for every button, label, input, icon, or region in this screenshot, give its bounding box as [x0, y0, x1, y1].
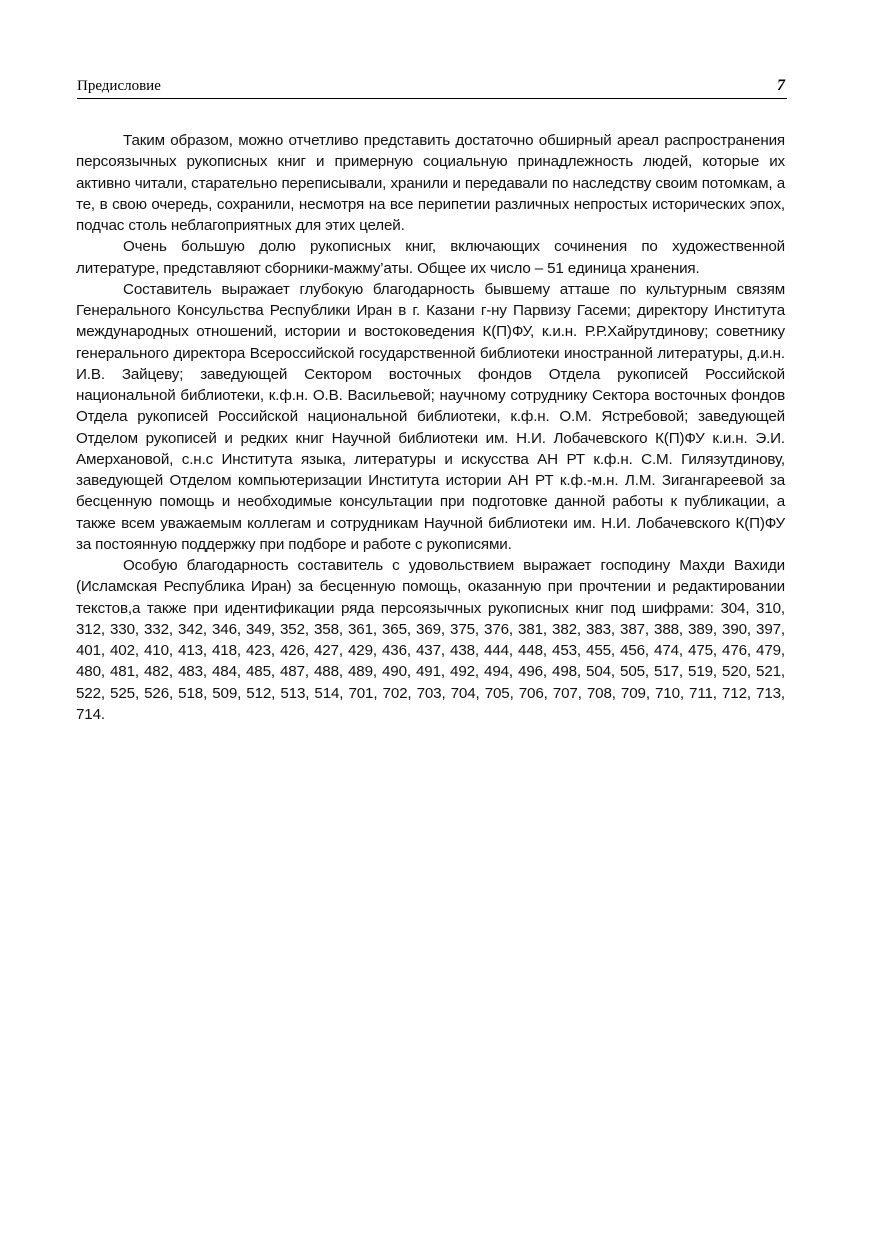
page-number: 7: [777, 77, 785, 94]
paragraph-special-thanks: Особую благодарность составитель с удовольствием выражает господину Махди Вахиди (Исламская Республика Иран) за бесценную помощь, оказанную при прочтении и редактировании текстов,а также при идентификации ряда персоязычных рукописных книг под шифрами: 304, 310, 312, 330, 332, 342, 346, 349, 352, 358, 361, 365, 369, 375, 376, 381, 382, 383, 387, 388, 389, 390, 397, 401, 402, 410, 413, 418, 423, 426, 427, 429, 436, 437, 438, 444, 448, 453, 455, 456, 474, 475, 476, 479, 480, 481, 482, 483, 484, 485, 487, 488, 489, 490, 491, 492, 494, 496, 498, 504, 505, 517, 519, 520, 521, 522, 525, 526, 518, 509, 512, 513, 514, 701, 702, 703, 704, 705, 706, 707, 708, 709, 710, 711, 712, 713, 714.: [76, 557, 785, 723]
paragraph-conclusion: Таким образом, можно отчетливо представить достаточно обширный ареал распространения персоязычных рукописных книг и примерную социальную принадлежность людей, которые их активно читали, старательно переписывали, хранили и передавали по наследству своим потомкам, а те, в свою очередь, сохранили, несмотря на все перипетии различных непростых исторических эпох, подчас столь неблагоприятных для этих целей.: [76, 132, 785, 234]
body-text: [76, 130, 785, 725]
running-header: [77, 76, 787, 99]
paragraph-acknowledgements: Составитель выражает глубокую благодарность бывшему атташе по культурным связям Генерального Консульства Республики Иран в г. Казани г-ну Парвизу Гасеми; директору Института международных отношений, истории и востоковедения К(П)ФУ, к.и.н. Р.Р.Хайрутдинову; советнику генерального директора Всероссийской государственной библиотеки иностранной литературы, д.и.н. И.В. Зайцеву; заведующей Сектором восточных фондов Отдела рукописей Российской национальной библиотеки, к.ф.н. О.В. Васильевой; научному сотруднику Сектора восточных фондов Отдела рукописей Российской национальной библиотеки, к.ф.н. О.М. Ястребовой; заведующей Отделом рукописей и редких книг Научной библиотеки им. Н.И. Лобачевского К(П)ФУ к.и.н. Э.И. Амерхановой, с.н.с Института языка, литературы и искусства АН РТ к.ф.н. С.М. Гилязутдинову, заведующей Отделом компьютеризации Института истории АН РТ к.ф.-м.н. Л.М. Зигангареевой за бесценную помощь и необходимые консультации при подготовке данной работы к публикации, а также всем уважаемым коллегам и сотрудникам Научной библиотеки им. Н.И. Лобачевского К(П)ФУ за постоянную поддержку при подборе и работе с рукописями.: [76, 280, 785, 553]
paragraph-collections: Очень большую долю рукописных книг, включающих сочинения по художественной литературе, представляют сборники-мажму’аты. Общее их число – 51 единица хранения.: [76, 238, 785, 277]
section-title: Предисловие: [77, 78, 161, 94]
